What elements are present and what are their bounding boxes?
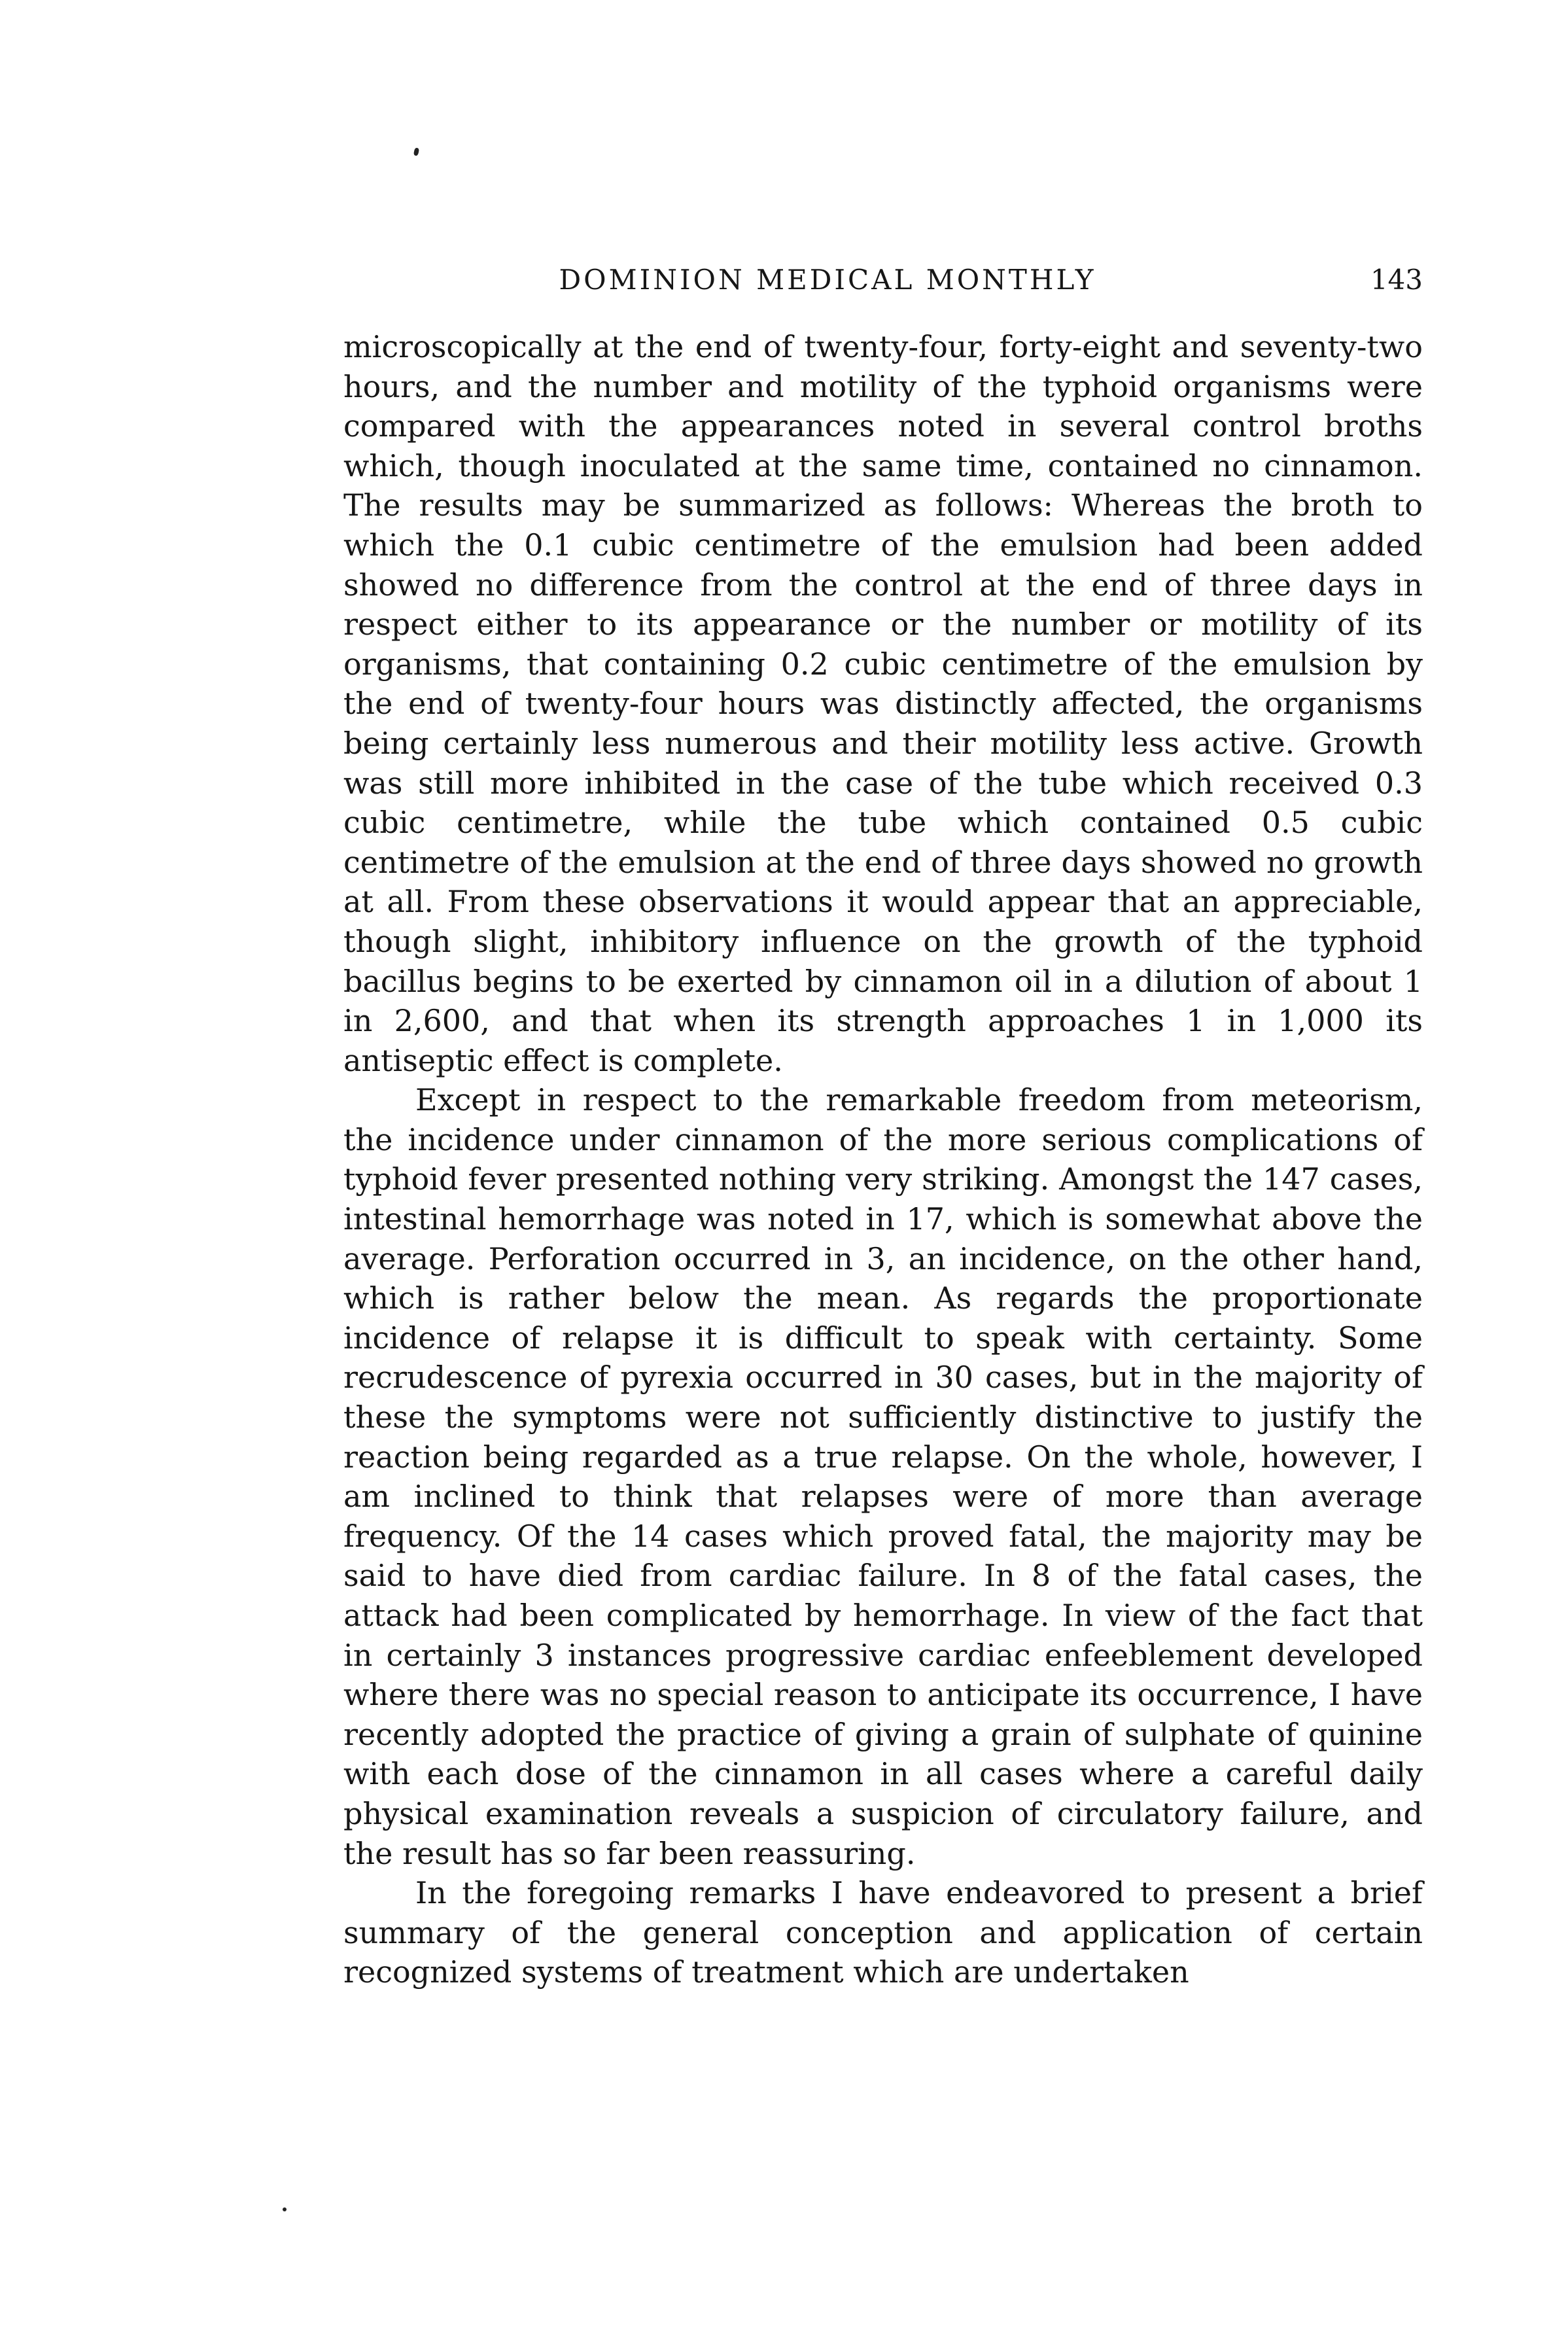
ink-speck — [283, 2207, 287, 2211]
ink-speck — [413, 147, 419, 156]
body-text — [343, 327, 1423, 1992]
paragraph: In the foregoing remarks I have endeavored to present a brief summary of the general conception and application of certain recognized systems of treatment which are undertaken — [343, 1875, 1423, 1990]
page-number: 143 — [1370, 264, 1423, 296]
paragraph: Except in respect to the remarkable freedom from meteorism, the incidence under cinnamon of the more serious complications of typhoid fever presented nothing very striking. Amongst the 147 cases, intestinal hemorrhage was noted in 17, which is somewhat above the average. Perforation occurred in 3, an incidence, on the other hand, which is rather below the mean. As regards the proportionate incidence of relapse it is difficult to speak with certainty. Some recrudescence of pyrexia occurred in 30 cases, but in the majority of these the symptoms were not sufficiently distinctive to justify the reaction being regarded as a true relapse. On the whole, however, I am inclined to think that relapses were of more than average frequency. Of the 14 cases which proved fatal, the majority may be said to have died from cardiac failure. In 8 of the fatal cases, the attack had been complicated by hemorrhage. In view of the fact that in certainly 3 instances progressive cardiac enfeeblement developed where there was no special reason to anticipate its occurrence, I have recently adopted the practice of giving a grain of sulphate of quinine with each dose of the cinnamon in all cases where a careful daily physical examination reveals a suspicion of circulatory failure, and the result has so far been reassuring. — [343, 1082, 1423, 1871]
paragraph: microscopically at the end of twenty-four, forty-eight and seventy-two hours, and the number and motility of the typhoid organisms were compared with the appearances noted in several control broths which, though inoculated at the same time, contained no cinnamon. The results may be summarized as follows: Whereas the broth to which the 0.1 cubic centimetre of the emulsion had been added showed no difference from the control at the end of three days in respect either to its appearance or the number or motility of its organisms, that containing 0.2 cubic centimetre of the emulsion by the end of twenty-four hours was distinctly affected, the organisms being certainly less numerous and their motility less active. Growth was still more inhibited in the case of the tube which received 0.3 cubic centimetre, while the tube which contained 0.5 cubic centimetre of the emulsion at the end of three days showed no growth at all. From these observations it would appear that an appreciable, though slight, inhibitory influence on the growth of the typhoid bacillus begins to be exerted by cinnamon oil in a dilution of about 1 in 2,600, and that when its strength approaches 1 in 1,000 its antiseptic effect is complete. — [343, 329, 1423, 1078]
running-head — [343, 256, 1423, 304]
running-title: DOMINION MEDICAL MONTHLY — [559, 264, 1096, 296]
